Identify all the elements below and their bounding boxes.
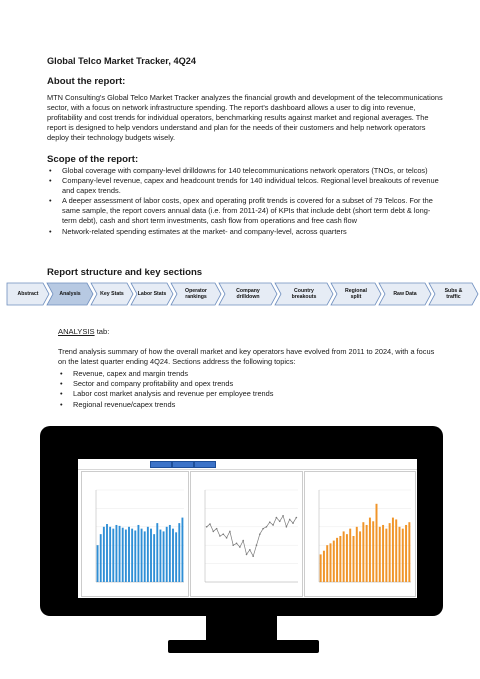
chart-bar [150, 529, 152, 582]
chart-point [292, 522, 294, 524]
chart-bar [399, 527, 401, 582]
about-text: MTN Consulting's Global Telco Market Tracker analyzes the financial growth and development of the telecommunications sector, with a focus on network infrastructure spending. The report's dashboard allows a user to dig into revenue, profitability and cost trends for individual operators, benchmarking results against market and regional averages. The report is designed to help vendors understand and plan for the needs of their customers and help network operators deploy their technology budgets wisely. [47, 93, 443, 143]
analysis-topic: • Revenue, capex and margin trends [58, 369, 438, 379]
chart-bar [372, 521, 374, 582]
analysis-text: Trend analysis summary of how the overall market and key operators have evolved from 2011 to 2024, with a focus on the latest quarter ending 4Q24. Sections address the following topics: [58, 347, 435, 367]
flow-step-label: Raw Data [393, 291, 417, 297]
chart-bar [408, 522, 410, 582]
chart-bar [100, 534, 102, 582]
chart-bar [366, 525, 368, 582]
scope-item: • Global coverage with company-level drilldowns for 140 telecommunications network operators (TNOs, or telcos) [47, 166, 443, 176]
chart-bar [137, 525, 139, 582]
flow-step-subs-traffic [429, 283, 478, 305]
chart-bar [343, 531, 345, 582]
flow-step-label: Key Stats [100, 291, 124, 297]
analysis-tab-title [58, 327, 109, 336]
chart-bar [122, 528, 124, 582]
flow-step-raw-data [379, 283, 431, 305]
chart-bar [131, 529, 133, 582]
scope-item: • A deeper assessment of labor costs, opex and operating profit trends is covered for a subset of 79 Telcos. For the same sample, the report covers annual data (i.e. from 2011-24) of KPIs that include debt (short term debt & long-term debt), cash and short term investments, cash flow from operations and free cash flow [47, 196, 443, 226]
chart-bar [159, 530, 161, 582]
chart-bar [333, 541, 335, 582]
analysis-topics [58, 369, 438, 410]
chart-point [282, 515, 284, 517]
dashboard-toolbar [78, 459, 417, 470]
chart-bar [320, 554, 322, 582]
report-structure-flow [7, 283, 479, 305]
flow-step-analysis [47, 283, 93, 305]
chart-bar [326, 545, 328, 582]
analysis-topic: • Labor cost market analysis and revenue per employee trends [58, 389, 438, 399]
analysis-topic: • Regional revenue/capex trends [58, 400, 438, 410]
flow-step-regional-split [331, 283, 381, 305]
chart-point [206, 526, 208, 528]
chart-point [279, 520, 281, 522]
chart-bar [178, 523, 180, 582]
flow-step-label: Analysis [59, 291, 81, 297]
chart-point [262, 528, 264, 530]
flow-step-key-stats [91, 283, 133, 305]
flow-step-label: Regional split [345, 288, 367, 300]
flow-step-label: Operator rankings [185, 288, 207, 300]
dashboard-screenshot [78, 459, 417, 598]
chart-revenue [82, 472, 188, 596]
scope-item: • Network-related spending estimates at the market- and company-level, across quarters [47, 227, 443, 237]
flow-step-label: Company drilldown [236, 288, 260, 300]
scope-heading: Scope of the report: [47, 154, 139, 165]
chart-point [246, 554, 248, 556]
chart-bar [115, 525, 117, 582]
chart-point [289, 519, 291, 521]
chart-point [286, 526, 288, 528]
chart-point [242, 540, 244, 542]
chart-bar [147, 527, 149, 582]
flow-step-labor-stats [131, 283, 173, 305]
chart-bar [181, 518, 183, 582]
flow-step-company-drilldown [219, 283, 277, 305]
chart-growth [191, 472, 302, 596]
chart-point [236, 543, 238, 545]
flow-step-label: Abstract [17, 291, 39, 297]
dashboard-toolbar-button [172, 461, 194, 468]
chart-bar [103, 527, 105, 582]
chart-point [266, 526, 268, 528]
chart-bar [405, 525, 407, 582]
chart-point [276, 517, 278, 519]
flow-step-label: Labor Stats [137, 291, 167, 297]
dashboard-panel-1 [81, 471, 189, 597]
flow-step-label: Subs & traffic [444, 288, 463, 300]
chart-bar [156, 523, 158, 582]
chart-bar [369, 518, 371, 582]
chart-point [216, 528, 218, 530]
chart-bar [163, 531, 165, 582]
chart-bar [339, 536, 341, 582]
chart-bar [362, 522, 364, 582]
chart-bar [395, 519, 397, 582]
chart-bar [389, 523, 391, 582]
chart-bar [106, 524, 108, 582]
chart-bar [169, 525, 171, 582]
chart-bar [359, 531, 361, 582]
chart-bar [336, 538, 338, 582]
chart-point [272, 524, 274, 526]
report-title: Global Telco Market Tracker, 4Q24 [47, 56, 196, 66]
chart-point [296, 517, 298, 519]
chart-point [239, 546, 241, 548]
analysis-tab-suffix: tab: [94, 327, 110, 336]
chart-point [213, 531, 215, 533]
chart-bar [330, 543, 332, 582]
dashboard-toolbar-button [150, 461, 172, 468]
chart-point [256, 544, 258, 546]
chart-point [222, 533, 224, 535]
chart-bar [385, 529, 387, 582]
dashboard-panel-2 [190, 471, 303, 597]
chart-bar [353, 536, 355, 582]
chart-bar [166, 527, 168, 582]
chart-bar [109, 527, 111, 582]
dashboard-panel-3 [304, 471, 416, 597]
dashboard-toolbar-button [194, 461, 216, 468]
analysis-topic: • Sector and company profitability and opex trends [58, 379, 438, 389]
flow-step-label: Country breakouts [291, 288, 317, 300]
structure-heading: Report structure and key sections [47, 267, 203, 278]
chart-annualized [305, 472, 415, 596]
chart-point [209, 523, 211, 525]
chart-point [252, 555, 254, 557]
analysis-tab-name: ANALYSIS [58, 327, 95, 336]
chart-bar [134, 530, 136, 582]
chart-point [249, 549, 251, 551]
chart-bar [128, 527, 130, 582]
chart-bar [349, 529, 351, 582]
flow-step-operator-rankings [171, 283, 221, 305]
chart-bar [379, 527, 381, 582]
about-heading: About the report: [47, 76, 126, 87]
flow-step-abstract [7, 283, 49, 305]
chart-bar [175, 532, 177, 582]
chart-point [219, 535, 221, 537]
chart-point [232, 544, 234, 546]
monitor-stand-neck [206, 616, 277, 641]
chart-bar [402, 529, 404, 582]
scope-list [47, 166, 443, 237]
scope-item: • Company-level revenue, capex and headcount trends for 140 individual telcos. Regional level breakouts of revenue and capex trends. [47, 176, 443, 196]
chart-bar [392, 518, 394, 582]
chart-bar [141, 529, 143, 582]
chart-bar [382, 525, 384, 582]
chart-point [229, 531, 231, 533]
chart-bar [346, 534, 348, 582]
chart-bar [97, 545, 99, 582]
chart-bar [376, 504, 378, 582]
chart-bar [144, 531, 146, 582]
monitor-stand-base [168, 640, 319, 653]
chart-bar [153, 534, 155, 582]
chart-bar [172, 529, 174, 582]
chart-bar [323, 551, 325, 582]
chart-bar [112, 529, 114, 582]
chart-bar [356, 527, 358, 582]
chart-point [259, 533, 261, 535]
chart-point [226, 537, 228, 539]
chart-bar [119, 526, 121, 582]
flow-step-country-breakouts [275, 283, 333, 305]
chart-point [269, 521, 271, 523]
chart-bar [125, 530, 127, 582]
